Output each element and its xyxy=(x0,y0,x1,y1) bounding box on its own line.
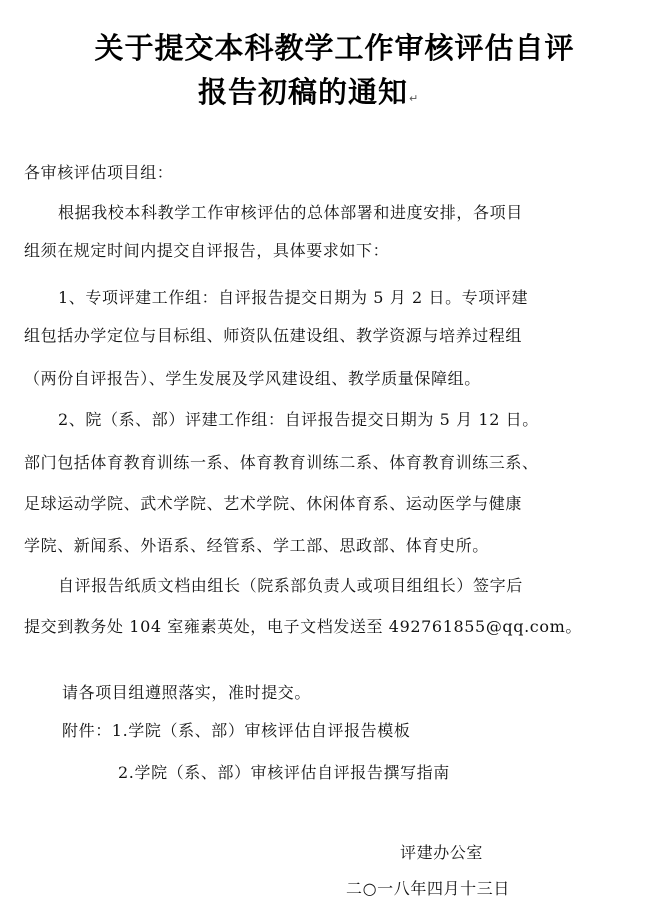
title-line-2 xyxy=(198,70,419,111)
paragraph-line: 2、院（系、部）评建工作组：自评报告提交日期为 5 月 12 日。 xyxy=(58,410,539,429)
paragraph-line: 组须在规定时间内提交自评报告，具体要求如下： xyxy=(24,241,390,260)
signature-office: 评建办公室 xyxy=(400,843,484,862)
paragraph-line: 组包括办学定位与目标组、师资队伍建设组、教学资源与培养过程组 xyxy=(24,326,523,345)
paragraph-line: 足球运动学院、武术学院、艺术学院、休闲体育系、运动医学与健康 xyxy=(24,494,523,513)
paragraph-line: 自评报告纸质文档由组长（院系部负责人或项目组组长）签字后 xyxy=(58,576,523,595)
attachment-2: 2.学院（系、部）审核评估自评报告撰写指南 xyxy=(118,763,450,782)
signature-date: 二○一八年四月十三日 xyxy=(346,879,510,898)
paragraph-line: 部门包括体育教育训练一系、体育教育训练二系、体育教育训练三系、 xyxy=(24,453,539,472)
paragraph-mark: ↵ xyxy=(409,92,420,105)
title-line-1: 关于提交本科教学工作审核评估自评 xyxy=(94,31,575,65)
title-line-2-text: 报告初稿的通知 xyxy=(198,75,409,109)
paragraph-line: 学院、新闻系、外语系、经管系、学工部、思政部、体育史所。 xyxy=(24,536,489,555)
paragraph-line: 根据我校本科教学工作审核评估的总体部署和进度安排，各项目 xyxy=(58,203,523,222)
paragraph-line: （两份自评报告）、学生发展及学风建设组、教学质量保障组。 xyxy=(24,369,481,388)
paragraph-line: 提交到教务处 104 室雍素英处，电子文档发送至 492761855@qq.com。 xyxy=(24,617,582,636)
paragraph-line: 1、专项评建工作组：自评报告提交日期为 5 月 2 日。专项评建 xyxy=(58,288,529,307)
salutation: 各审核评估项目组： xyxy=(24,163,174,182)
closing-line: 请各项目组遵照落实，准时提交。 xyxy=(62,683,312,702)
attachment-1: 附件：1.学院（系、部）审核评估自评报告模板 xyxy=(62,721,411,740)
